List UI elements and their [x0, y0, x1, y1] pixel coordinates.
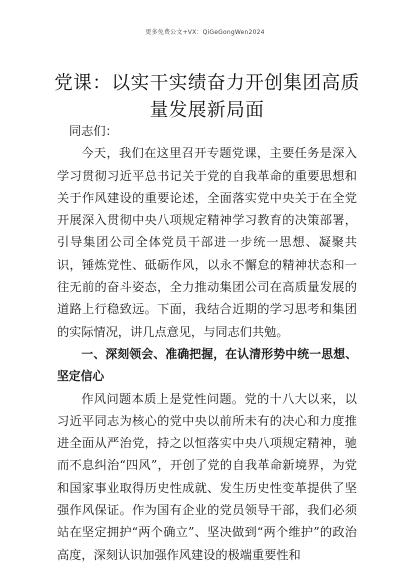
section-1-paragraph: 作风问题本质上是党性问题。党的十八大以来，以习近平同志为核心的党中央以前所未有的决心和力度推进全面从严治党，持之以恒落实中央八项规定精神，驰而不息纠治“四风”，开创了党的自我革命新境界，为党和国家事业取得历史性成就、发生历史性变革提供了坚强作风保证。作为国有企业的党员领导干部，我们必须站在坚定拥护“两个确立”、坚决做到“两个维护”的政治高度，深刻认识加强作风建设的极端重要性和: [57, 391, 357, 562]
header-note: 更多免费公文+VX：QiGeGongWen2024: [145, 29, 265, 36]
intro-paragraph: 今天，我们在这里召开专题党课，主要任务是深入学习贯彻习近平总书记关于党的自我革命的重要思想和关于作风建设的重要论述，全面落实党中央关于在全党开展深入贯彻中央八项规定精神学习教育的决策部署，引导集团公司全体党员干部进一步统一思想、凝聚共识，锤炼党性、砥砺作风，以永不懈怠的精神状态和一往无前的奋斗姿态，全力推动集团公司在高质量发展的道路上行稳致远。下面，我结合近期的学习思考和集团的实际情况，讲几点意见，与同志们共勉。: [57, 146, 357, 339]
document-title: 党课：以实干实绩奋力开创集团高质量发展新局面: [54, 73, 360, 121]
salutation: 同志们：: [69, 124, 118, 138]
section-1-heading: 一、深刻领会、准确把握，在认清形势中统一思想、坚定信心: [57, 346, 357, 384]
document-body: [57, 120, 357, 566]
